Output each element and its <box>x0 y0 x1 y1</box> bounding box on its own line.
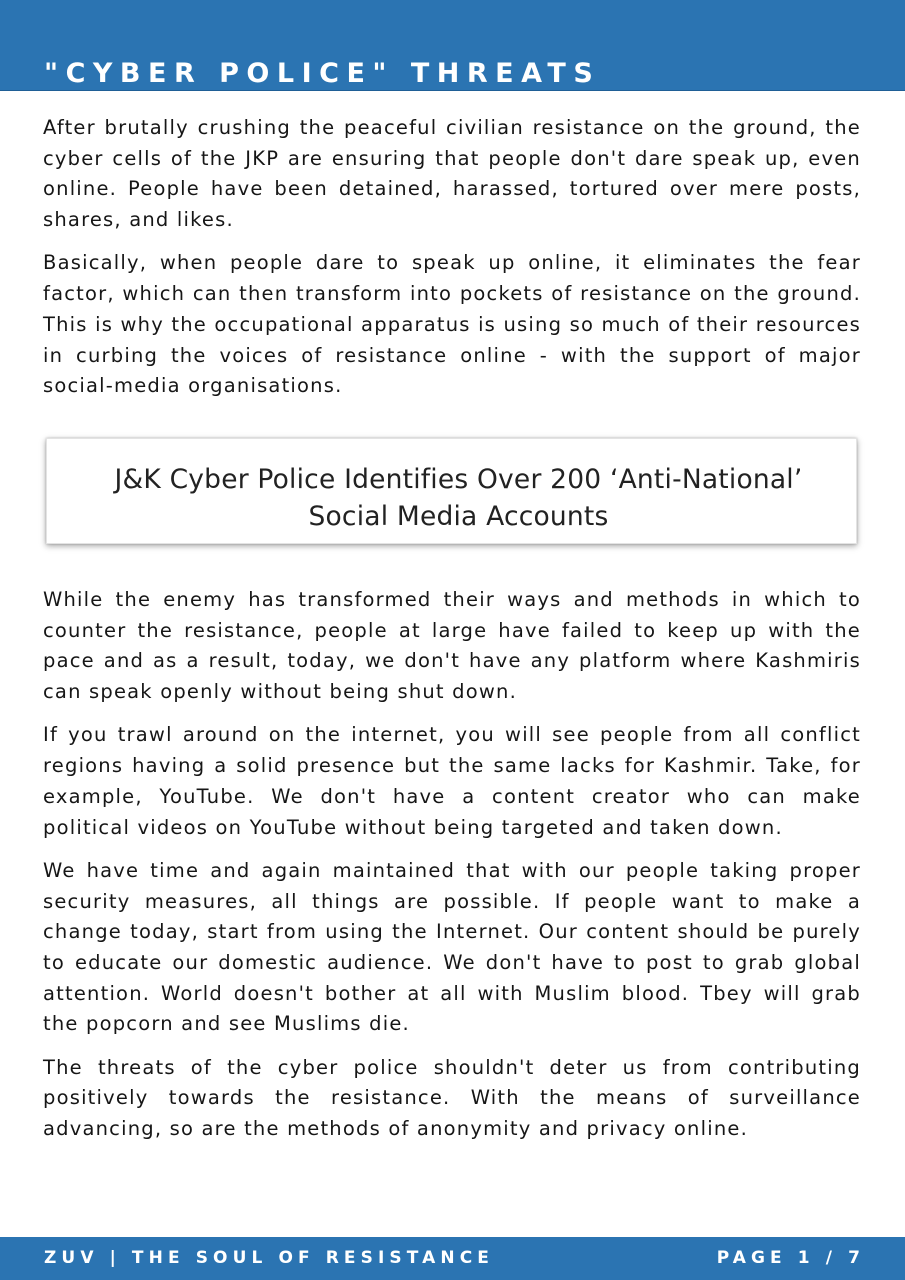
publication-name: ZUV | THE SOUL OF RESISTANCE <box>44 1248 494 1268</box>
intro-paragraph-1: After brutally crushing the peaceful civilian resistance on the ground, the cyber cells of the JKP are ensuring that people don't dare speak up, even online. People have been detained, harassed, tortured over mere posts, shares, and likes. <box>43 116 861 232</box>
body-paragraph-1: While the enemy has transformed their ways and methods in which to counter the resistance, people at large have failed to keep up with the pace and as a result, today, we don't have any platform where Kashmiris can speak openly without being shut down. <box>43 588 861 704</box>
intro-section <box>43 113 861 402</box>
body-paragraph-4: The threats of the cyber police shouldn't deter us from contributing positively towards the resistance. With the means of surveillance advancing, so are the methods of anonymity and privacy online. <box>43 1055 861 1141</box>
news-headline-card <box>46 438 857 544</box>
body-section <box>43 585 861 1145</box>
body-paragraph-2: If you trawl around on the internet, you will see people from all conflict regions having a solid presence but the same lacks for Kashmir. Take, for example, YouTube. We don't have a content creator who can make political videos on YouTube without being targeted and taken down. <box>43 723 861 839</box>
footer-bar <box>0 1237 905 1280</box>
body-paragraph-3: We have time and again maintained that with our people taking proper security measures, all things are possible. If people want to make a change today, start from using the Internet. Our content should be purely to educate our domestic audience. We don't have to post to grab global attention. World doesn't bother at all with Muslim blood. Tbey will grab the popcorn and see Muslims die. <box>43 858 861 1036</box>
page-title: "CYBER POLICE" THREATS <box>44 58 601 89</box>
news-headline: J&K Cyber Police Identifies Over 200 ‘Anti-National’ Social Media Accounts <box>114 464 803 532</box>
header-bar <box>0 0 905 91</box>
page-number: PAGE 1 / 7 <box>716 1248 865 1268</box>
intro-paragraph-2: Basically, when people dare to speak up online, it eliminates the fear factor, which can then transform into pockets of resistance on the ground. This is why the occupational apparatus is using so much of their resources in curbing the voices of resistance online - with the support of major social-media organisations. <box>43 251 861 398</box>
